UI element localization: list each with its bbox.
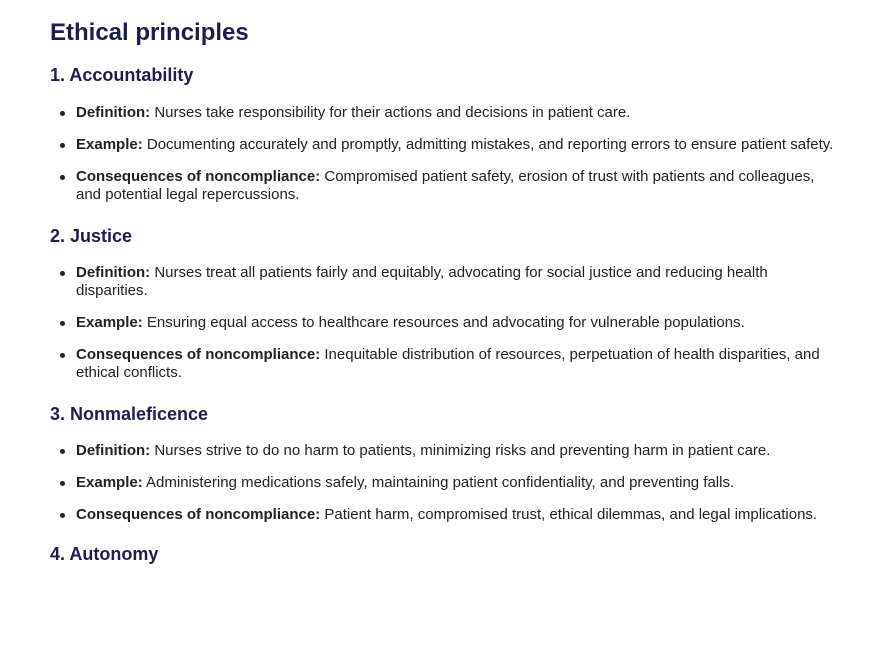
list-item bbox=[50, 506, 840, 524]
section-heading: 4. Autonomy bbox=[50, 544, 159, 564]
bullet-label: Definition: bbox=[76, 264, 151, 281]
bullet-text: Nurses treat all patients fairly and equitably, advocating for social justice and reducing health disparities. bbox=[76, 264, 768, 299]
bullet-text: Nurses take responsibility for their actions and decisions in patient care. bbox=[150, 104, 631, 121]
bullet-label: Definition: bbox=[76, 442, 151, 459]
bullet-label: Consequences of noncompliance: bbox=[76, 506, 321, 523]
section-heading: 3. Nonmaleficence bbox=[50, 404, 209, 424]
section-heading: 1. Accountability bbox=[50, 65, 194, 85]
list-item bbox=[50, 136, 840, 154]
bullet-list bbox=[50, 264, 840, 382]
bullet-text: Documenting accurately and promptly, admitting mistakes, and reporting errors to ensure patient safety. bbox=[142, 136, 834, 153]
section-nonmaleficence bbox=[50, 402, 840, 524]
section-accountability bbox=[50, 63, 840, 204]
list-item bbox=[50, 168, 840, 204]
section-autonomy bbox=[50, 542, 840, 566]
bullet-label: Definition: bbox=[76, 104, 151, 121]
bullet-label: Example: bbox=[76, 136, 143, 153]
bullet-label: Consequences of noncompliance: bbox=[76, 346, 321, 363]
page-title: Ethical principles bbox=[50, 19, 249, 46]
list-item bbox=[50, 346, 840, 382]
bullet-text: Compromised patient safety, erosion of trust with patients and colleagues, and potential legal repercussions. bbox=[76, 168, 815, 203]
bullet-label: Example: bbox=[76, 314, 143, 331]
list-item bbox=[50, 474, 840, 492]
bullet-text: Ensuring equal access to healthcare resources and advocating for vulnerable populations. bbox=[142, 314, 745, 331]
bullet-text: Inequitable distribution of resources, perpetuation of health disparities, and ethical conflicts. bbox=[76, 346, 820, 381]
section-heading: 2. Justice bbox=[50, 226, 133, 246]
section-justice bbox=[50, 224, 840, 382]
bullet-text: Administering medications safely, maintaining patient confidentiality, and preventing falls. bbox=[142, 474, 735, 491]
bullet-label: Example: bbox=[76, 474, 143, 491]
bullet-label: Consequences of noncompliance: bbox=[76, 168, 321, 185]
list-item bbox=[50, 264, 840, 300]
bullet-list bbox=[50, 104, 840, 204]
list-item bbox=[50, 442, 840, 460]
bullet-list bbox=[50, 442, 840, 524]
bullet-text: Patient harm, compromised trust, ethical dilemmas, and legal implications. bbox=[320, 506, 818, 523]
list-item bbox=[50, 314, 840, 332]
bullet-text: Nurses strive to do no harm to patients, minimizing risks and preventing harm in patient care. bbox=[150, 442, 771, 459]
list-item bbox=[50, 104, 840, 122]
